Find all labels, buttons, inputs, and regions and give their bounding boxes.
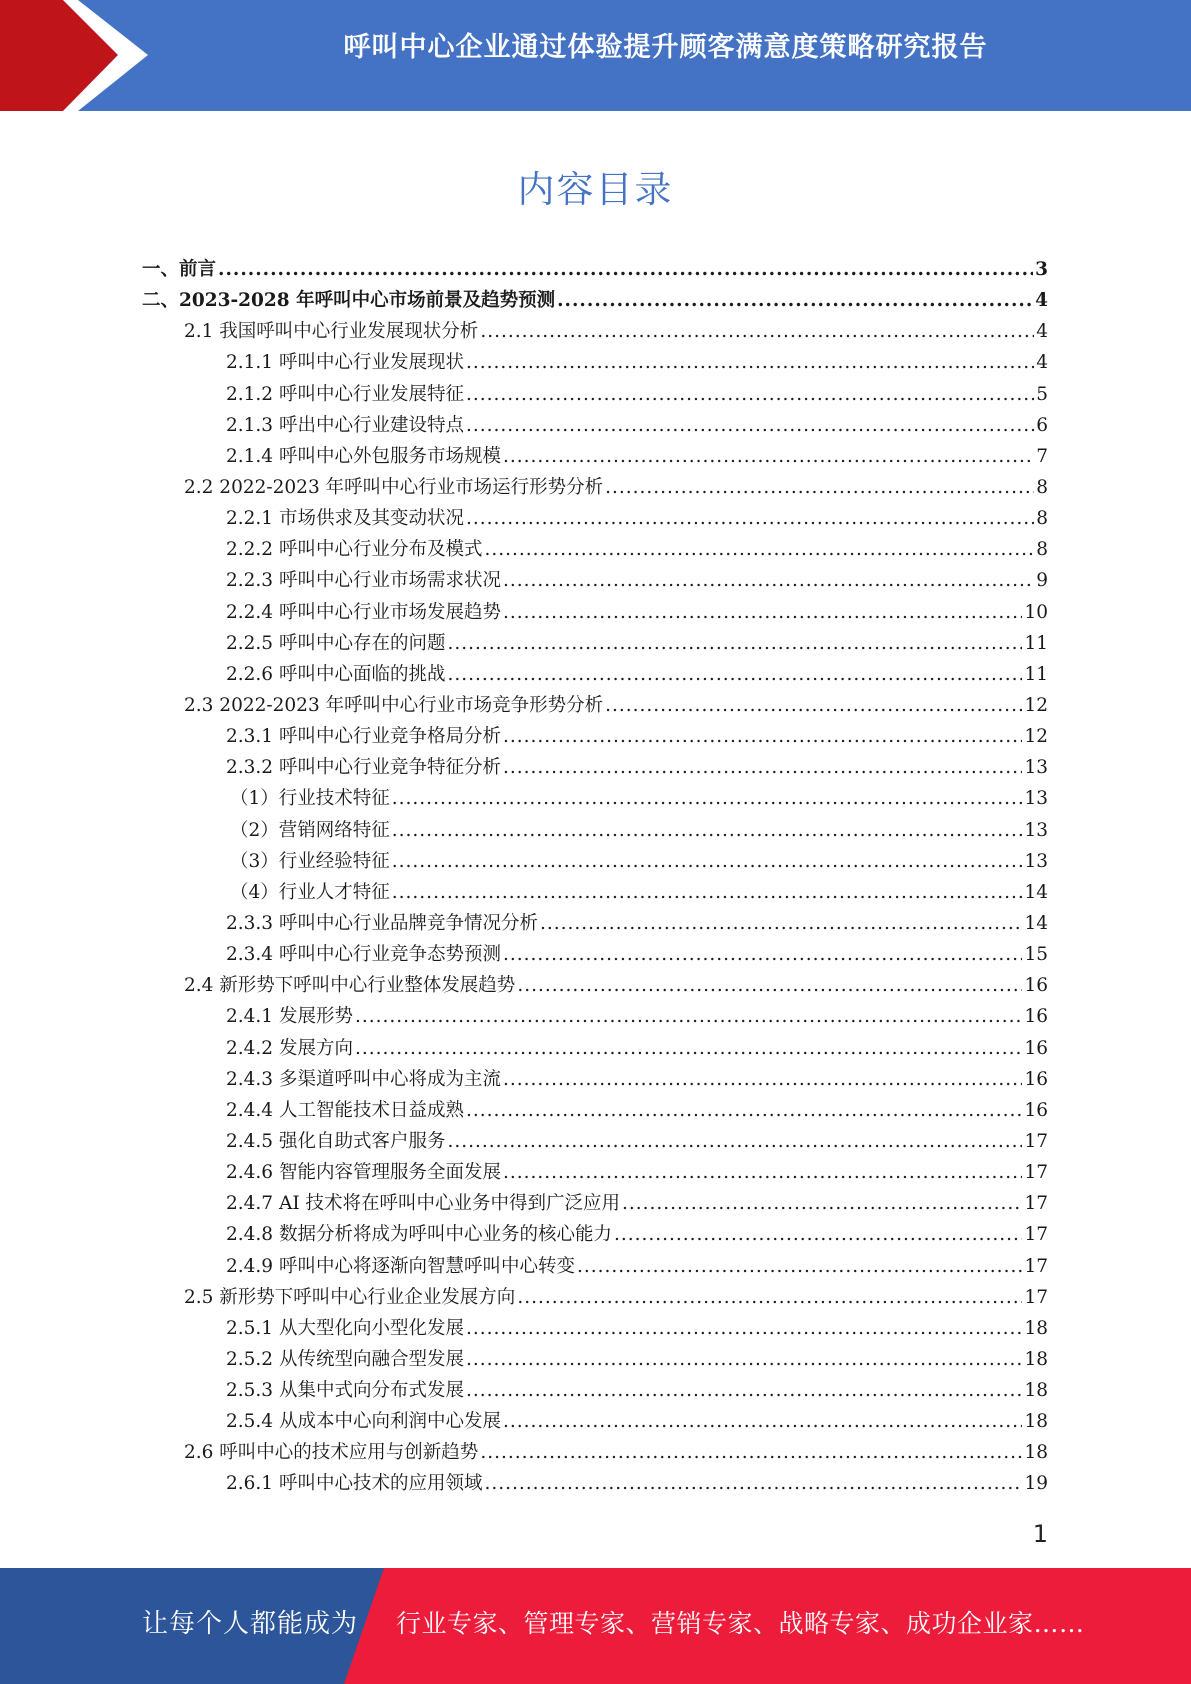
toc-entry-title: 2.2.4 呼叫中心行业市场发展趋势: [226, 601, 501, 623]
toc-entry-page: 8: [1036, 476, 1048, 498]
toc-entry[interactable]: [142, 347, 1048, 378]
toc-entry-title: 2.5.3 从集中式向分布式发展: [226, 1380, 464, 1402]
toc-entry-page: 16: [1024, 1006, 1048, 1028]
toc-entry-title: 2.1 我国呼叫中心行业发展现状分析: [184, 321, 479, 343]
toc-entry-title: 2.4.3 多渠道呼叫中心将成为主流: [226, 1068, 501, 1090]
toc-entry[interactable]: [142, 1001, 1048, 1032]
toc-entry[interactable]: [142, 783, 1048, 814]
toc-entry-title: 2.1.1 呼叫中心行业发展现状: [226, 352, 464, 374]
toc-dot-leader: [466, 410, 1034, 441]
toc-dot-leader: [392, 877, 1023, 908]
toc-entry-page: 18: [1024, 1348, 1048, 1370]
toc-entry-page: 16: [1024, 975, 1048, 997]
toc-entry[interactable]: [142, 410, 1048, 441]
toc-dot-leader: [355, 1001, 1023, 1032]
toc-dot-leader: [466, 1344, 1022, 1375]
toc-entry-page: 17: [1024, 1193, 1048, 1215]
toc-dot-leader: [503, 1064, 1022, 1095]
toc-entry[interactable]: [142, 846, 1048, 877]
toc-entry-title: 2.4.2 发展方向: [226, 1037, 353, 1059]
toc-entry[interactable]: [142, 1282, 1048, 1313]
toc-entry[interactable]: [142, 1313, 1048, 1344]
toc-entry-page: 17: [1024, 1224, 1048, 1246]
toc-entry[interactable]: [142, 1375, 1048, 1406]
toc-entry-page: 18: [1024, 1442, 1048, 1464]
toc-entry-title: 2.6.1 呼叫中心技术的应用领域: [226, 1473, 483, 1495]
toc-entry-title: 2.1.2 呼叫中心行业发展特征: [226, 383, 464, 405]
toc-dot-leader: [557, 285, 1033, 316]
toc-entry-title: 2.4 新形势下呼叫中心行业整体发展趋势: [184, 975, 516, 997]
toc-entry[interactable]: [142, 441, 1048, 472]
toc-entry-title: 2.1.4 呼叫中心外包服务市场规模: [226, 445, 501, 467]
footer-slogan-right: 行业专家、管理专家、营销专家、战略专家、成功企业家……: [396, 1609, 1085, 1638]
toc-entry[interactable]: [142, 1468, 1048, 1499]
toc-entry-page: 19: [1024, 1473, 1048, 1495]
toc-entry-page: 17: [1024, 1255, 1048, 1277]
toc-entry-page: 4: [1036, 352, 1048, 374]
toc-entry-title: 2.4.6 智能内容管理服务全面发展: [226, 1162, 501, 1184]
toc-entry-page: 13: [1024, 850, 1048, 872]
toc-entry-page: 16: [1024, 1037, 1048, 1059]
toc-entry[interactable]: [142, 1437, 1048, 1468]
toc-entry-title: 2.4.4 人工智能技术日益成熟: [226, 1099, 464, 1121]
toc-entry[interactable]: [142, 659, 1048, 690]
toc-entry-page: 8: [1036, 539, 1048, 561]
toc-dot-leader: [466, 1375, 1022, 1406]
toc-entry-title: 2.2.5 呼叫中心存在的问题: [226, 632, 446, 654]
toc-entry-page: 10: [1024, 601, 1048, 623]
toc-entry-page: 5: [1036, 383, 1048, 405]
toc-entry-page: 6: [1036, 414, 1048, 436]
toc-entry-title: 2.2.3 呼叫中心行业市场需求状况: [226, 570, 501, 592]
toc-dot-leader: [517, 1282, 1022, 1313]
toc-dot-leader: [503, 721, 1022, 752]
toc-entry-page: 7: [1036, 445, 1048, 467]
toc-dot-leader: [503, 441, 1034, 472]
toc-entry[interactable]: [142, 970, 1048, 1001]
toc-entry[interactable]: [142, 1157, 1048, 1188]
toc-entry-title: 2.4.5 强化自助式客户服务: [226, 1130, 446, 1152]
toc-dot-leader: [392, 815, 1023, 846]
toc-entry-title: 2.4.9 呼叫中心将逐渐向智慧呼叫中心转变: [226, 1255, 575, 1277]
toc-entry[interactable]: [142, 815, 1048, 846]
toc-entry[interactable]: [142, 534, 1048, 565]
toc-entry-title: 2.2.1 市场供求及其变动状况: [226, 508, 464, 530]
toc-entry-title: 2.5 新形势下呼叫中心行业企业发展方向: [184, 1286, 516, 1308]
toc-entry-title: 2.3.1 呼叫中心行业竞争格局分析: [226, 726, 501, 748]
toc-dot-leader: [466, 379, 1034, 410]
toc-entry[interactable]: [142, 1219, 1048, 1250]
toc-entry-page: 8: [1036, 508, 1048, 530]
toc-entry-page: 13: [1024, 757, 1048, 779]
toc-entry-page: 11: [1024, 632, 1048, 654]
toc-dot-leader: [392, 846, 1023, 877]
toc-dot-leader: [605, 472, 1034, 503]
footer-slogan-left: 让每个人都能成为: [142, 1609, 359, 1639]
toc-dot-leader: [577, 1251, 1022, 1282]
toc-entry[interactable]: [142, 1095, 1048, 1126]
toc-entry-title: （1）行业技术特征: [230, 788, 390, 810]
toc-entry-title: 二、2023-2028 年呼叫中心市场前景及趋势预测: [142, 290, 556, 312]
toc-entry-page: 14: [1024, 881, 1048, 903]
toc-entry-title: 2.3.2 呼叫中心行业竞争特征分析: [226, 757, 501, 779]
toc-entry[interactable]: [142, 1064, 1048, 1095]
toc-title: 内容目录: [517, 168, 674, 211]
toc-entry-page: 17: [1024, 1130, 1048, 1152]
toc-entry-page: 12: [1024, 694, 1048, 716]
toc-dot-leader: [466, 1095, 1022, 1126]
toc-entry-title: 2.4.8 数据分析将成为呼叫中心业务的核心能力: [226, 1224, 612, 1246]
toc-entry-title: 2.5.4 从成本中心向利润中心发展: [226, 1411, 501, 1433]
toc-dot-leader: [614, 1219, 1022, 1250]
toc-dot-leader: [466, 503, 1034, 534]
toc-entry-title: （2）营销网络特征: [230, 819, 390, 841]
toc-dot-leader: [480, 1437, 1022, 1468]
toc-dot-leader: [517, 970, 1022, 1001]
toc-entry-title: 2.2 2022-2023 年呼叫中心行业市场运行形势分析: [184, 476, 604, 498]
toc-entry-page: 9: [1036, 570, 1048, 592]
toc-entry-page: 16: [1024, 1068, 1048, 1090]
toc-entry-title: 2.3 2022-2023 年呼叫中心行业市场竞争形势分析: [184, 694, 604, 716]
toc-dot-leader: [503, 565, 1034, 596]
toc-entry-title: 2.5.1 从大型化向小型化发展: [226, 1317, 464, 1339]
toc-entry-title: （3）行业经验特征: [230, 850, 390, 872]
toc-dot-leader: [466, 1313, 1022, 1344]
toc-entry[interactable]: [142, 877, 1048, 908]
toc-entry-page: 12: [1024, 726, 1048, 748]
toc-entry-page: 16: [1024, 1099, 1048, 1121]
toc-dot-leader: [484, 1468, 1022, 1499]
toc-dot-leader: [355, 1033, 1023, 1064]
toc-entry[interactable]: [142, 1344, 1048, 1375]
toc-dot-leader: [466, 347, 1034, 378]
toc-dot-leader: [503, 1157, 1022, 1188]
toc-entry[interactable]: [142, 628, 1048, 659]
toc-entry-page: 4: [1036, 321, 1048, 343]
toc-entry-page: 14: [1024, 912, 1048, 934]
toc-entry-page: 17: [1024, 1286, 1048, 1308]
toc-dot-leader: [447, 659, 1022, 690]
toc-entry-page: 18: [1024, 1317, 1048, 1339]
toc-entry-title: 2.1.3 呼出中心行业建设特点: [226, 414, 464, 436]
toc-entry-title: 2.6 呼叫中心的技术应用与创新趋势: [184, 1442, 479, 1464]
toc-entry[interactable]: [142, 1251, 1048, 1282]
toc-dot-leader: [447, 1126, 1022, 1157]
toc-entry-title: 2.5.2 从传统型向融合型发展: [226, 1348, 464, 1370]
toc-dot-leader: [218, 254, 1033, 285]
toc-dot-leader: [605, 690, 1022, 721]
toc-entry-title: 2.4.7 AI 技术将在呼叫中心业务中得到广泛应用: [226, 1193, 621, 1215]
toc-dot-leader: [392, 783, 1023, 814]
toc-dot-leader: [447, 628, 1022, 659]
toc-entry-title: 2.3.3 呼叫中心行业品牌竞争情况分析: [226, 912, 538, 934]
report-footer: [0, 1568, 1191, 1684]
toc-dot-leader: [503, 939, 1022, 970]
toc-entry-page: 18: [1024, 1411, 1048, 1433]
toc-entry-page: 13: [1024, 788, 1048, 810]
toc-entry-page: 11: [1024, 663, 1048, 685]
toc-entry-page: 3: [1035, 259, 1048, 280]
toc-dot-leader: [503, 1406, 1022, 1437]
toc-entry[interactable]: [142, 597, 1048, 628]
toc-entry-title: 一、前言: [142, 259, 217, 280]
page-number: 1: [1032, 1520, 1048, 1548]
toc-entry[interactable]: [142, 285, 1048, 316]
toc-dot-leader: [503, 752, 1022, 783]
toc-entry[interactable]: [142, 1188, 1048, 1219]
toc-entry-title: 2.3.4 呼叫中心行业竞争态势预测: [226, 944, 501, 966]
toc-entry-title: 2.2.6 呼叫中心面临的挑战: [226, 663, 446, 685]
report-title: 呼叫中心企业通过体验提升顾客满意度策略研究报告: [343, 32, 988, 63]
toc-dot-leader: [480, 316, 1034, 347]
toc-entry[interactable]: [142, 1126, 1048, 1157]
toc-dot-leader: [622, 1188, 1022, 1219]
toc-entry[interactable]: [142, 1033, 1048, 1064]
toc-entry[interactable]: [142, 908, 1048, 939]
toc-entry-page: 17: [1024, 1162, 1048, 1184]
header-arrow-decoration: [0, 0, 160, 111]
toc-entry-page: 4: [1035, 290, 1048, 312]
toc-entry-page: 15: [1024, 944, 1048, 966]
toc-entry-title: 2.2.2 呼叫中心行业分布及模式: [226, 539, 483, 561]
toc-dot-leader: [484, 534, 1034, 565]
toc-entry[interactable]: [142, 316, 1048, 347]
toc-entry-page: 13: [1024, 819, 1048, 841]
toc-entry-title: 2.4.1 发展形势: [226, 1006, 353, 1028]
toc-entry-title: （4）行业人才特征: [230, 881, 390, 903]
toc-entry[interactable]: [142, 721, 1048, 752]
toc-entry[interactable]: [142, 565, 1048, 596]
toc-entry-page: 18: [1024, 1380, 1048, 1402]
toc-dot-leader: [540, 908, 1022, 939]
toc-entry[interactable]: [142, 472, 1048, 503]
table-of-contents: [142, 254, 1048, 1500]
toc-entry[interactable]: [142, 939, 1048, 970]
toc-entry[interactable]: [142, 254, 1048, 285]
toc-entry[interactable]: [142, 503, 1048, 534]
toc-entry[interactable]: [142, 690, 1048, 721]
toc-entry[interactable]: [142, 379, 1048, 410]
toc-dot-leader: [503, 597, 1022, 628]
toc-entry[interactable]: [142, 1406, 1048, 1437]
report-header: [0, 0, 1191, 111]
toc-entry[interactable]: [142, 752, 1048, 783]
